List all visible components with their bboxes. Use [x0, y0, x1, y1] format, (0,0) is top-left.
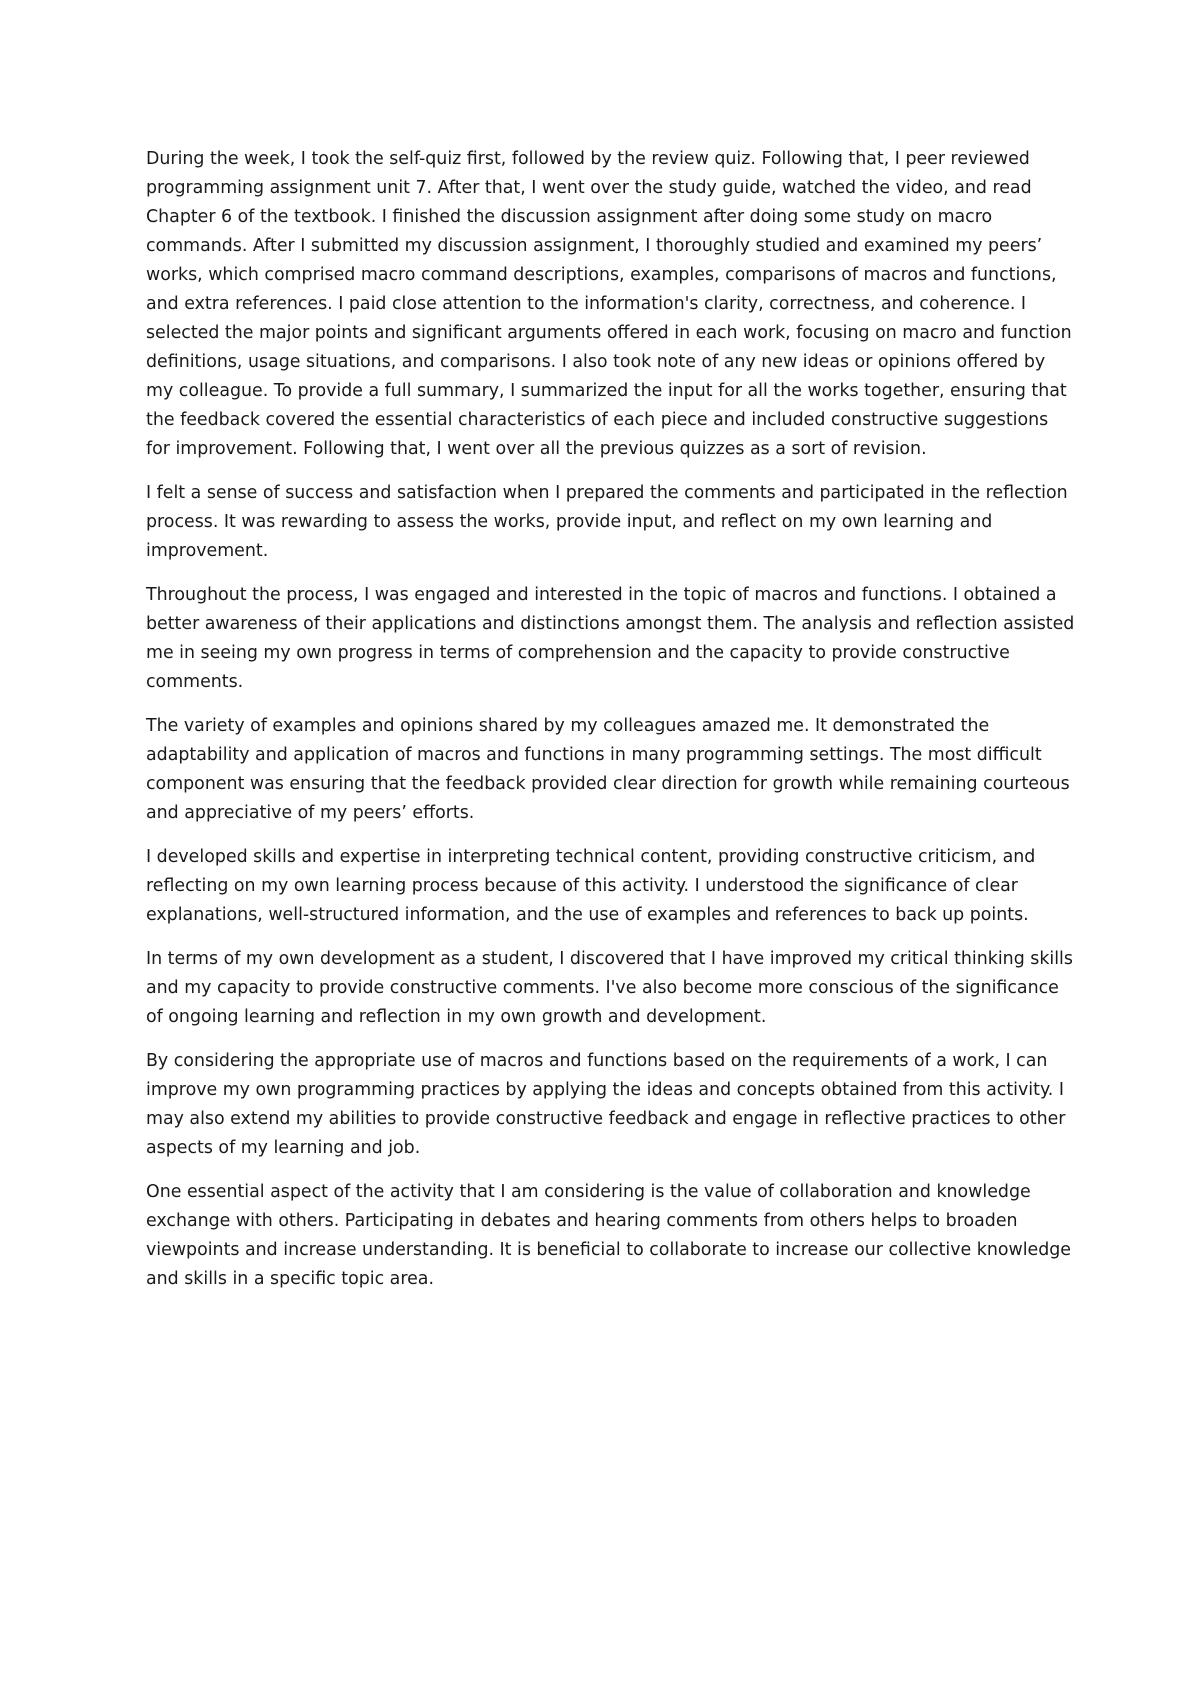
document-body	[146, 145, 1076, 1294]
paragraph-skills-learned: I developed skills and expertise in interpreting technical content, providing constructive criticism, and reflecting on my own learning process because of this activity. I understood the significance of clear explanations, well-structured information, and the use of examples and references to back up points.	[146, 847, 1036, 925]
paragraph-weekly-activities: During the week, I took the self-quiz first, followed by the review quiz. Following that, I peer reviewed programming assignment unit 7. After that, I went over the study guide, watched the video, and read Chapter 6 of the textbook. I finished the discussion assignment after doing some study on macro commands. After I submitted my discussion assignment, I thoroughly studied and examined my peers’ works, which comprised macro command descriptions, examples, comparisons of macros and functions, and extra references. I paid close attention to the information's clarity, correctness, and coherence. I selected the major points and significant arguments offered in each work, focusing on macro and function definitions, usage situations, and comparisons. I also took note of any new ideas or opinions offered by my colleague. To provide a full summary, I summarized the input for all the works together, ensuring that the feedback covered the essential characteristics of each piece and included constructive suggestions for improvement. Following that, I went over all the previous quizzes as a sort of revision.	[146, 149, 1072, 459]
paragraph-personal-development: In terms of my own development as a student, I discovered that I have improved my critical thinking skills and my capacity to provide constructive comments. I've also become more conscious of the significance of ongoing learning and reflection in my own growth and development.	[146, 949, 1073, 1027]
paragraph-application: By considering the appropriate use of macros and functions based on the requirements of a work, I can improve my own programming practices by applying the ideas and concepts obtained from this activity. I may also extend my abilities to provide constructive feedback and engage in reflective practices to other aspects of my learning and job.	[146, 1051, 1066, 1158]
paragraph-engagement: Throughout the process, I was engaged and interested in the topic of macros and functions. I obtained a better awareness of their applications and distinctions amongst them. The analysis and reflection assisted me in seeing my own progress in terms of comprehension and the capacity to provide constructive comments.	[146, 585, 1075, 692]
paragraph-feelings: I felt a sense of success and satisfaction when I prepared the comments and participated in the reflection process. It was rewarding to assess the works, provide input, and reflect on my own learning and improvement.	[146, 483, 1068, 561]
paragraph-surprises-challenges: The variety of examples and opinions shared by my colleagues amazed me. It demonstrated the adaptability and application of macros and functions in many programming settings. The most difficult component was ensuring that the feedback provided clear direction for growth while remaining courteous and appreciative of my peers’ efforts.	[146, 716, 1070, 823]
paragraph-collaboration: One essential aspect of the activity that I am considering is the value of collaboration and knowledge exchange with others. Participating in debates and hearing comments from others helps to broaden viewpoints and increase understanding. It is beneficial to collaborate to increase our collective knowledge and skills in a specific topic area.	[146, 1182, 1072, 1289]
